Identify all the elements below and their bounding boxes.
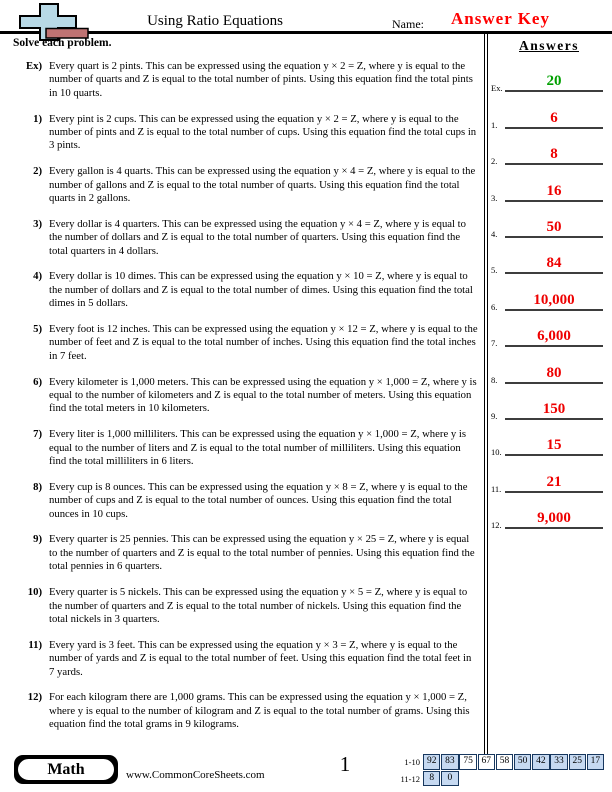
problem-item: [20, 586, 478, 626]
score-cell: 0: [441, 771, 458, 787]
answer-row: [491, 238, 603, 274]
problem-text: Every quarter is 25 pennies. This can be expressed using the equation y × 25 = Z, where y is equal to the number of quarters and Z is equal to the total number of pennies. Using this equation find the total pennies in 6 quarters.: [49, 533, 475, 573]
answer-label: Ex.: [491, 83, 503, 94]
answer-label: 11.: [491, 483, 502, 494]
score-cell: 33: [550, 754, 567, 770]
answer-value: 20: [546, 73, 562, 90]
answer-row: [491, 56, 603, 92]
problem-text: Every cup is 8 ounces. This can be expressed using the equation y × 8 = Z, where y is equal to the number of cups and Z is equal to the total number of ounces. Using this equation find the total ounces in 10 cups.: [49, 480, 468, 520]
answer-label: 4.: [491, 228, 498, 239]
answer-label: 3.: [491, 192, 498, 203]
answer-row: [491, 456, 603, 492]
problem-number: 12): [27, 691, 42, 704]
column-divider: [484, 34, 488, 754]
problem-text: Every liter is 1,000 milliliters. This can be expressed using the equation y × 1,000 = Z, where y is equal to the number of liters and Z is equal to the total number of milliliters. Using this equation find the total milliliters in 6 liters.: [49, 428, 467, 468]
answer-value: 9,000: [537, 510, 571, 527]
problem-item: [20, 481, 478, 521]
answer-label: 2.: [491, 156, 498, 167]
answer-row: [491, 420, 603, 456]
answers-title: Answers: [519, 38, 579, 53]
math-badge: [14, 755, 118, 784]
header-rule: [0, 31, 612, 34]
problem-number: 6): [33, 375, 42, 388]
score-cell: 17: [587, 754, 604, 770]
answer-value: 16: [546, 182, 562, 199]
problem-item: [20, 218, 478, 258]
problem-text: Every yard is 3 feet. This can be expressed using the equation y × 3 = Z, where y is equal to the number of yards and Z is equal to the total number of feet. Using this equation find the total feet in 7 yards.: [49, 638, 472, 678]
problem-text: Every foot is 12 inches. This can be expressed using the equation y × 12 = Z, where y is equal to the number of feet and Z is equal to the total number of inches. Using this equation find the total inches in 7 feet.: [49, 323, 478, 362]
answer-label: 9.: [491, 410, 498, 421]
answer-value: 6,000: [537, 328, 571, 345]
score-cell: 8: [423, 771, 440, 787]
problem-item: [20, 691, 478, 731]
score-cell: 67: [478, 754, 495, 770]
score-row-label: 1-10: [404, 757, 420, 767]
problem-text: Every dollar is 4 quarters. This can be expressed using the equation y × 4 = Z, where y is equal to the number of dollars and Z is equal to the total number of quarters. Using this equation find the total quarters in 4 dollars.: [49, 217, 466, 257]
page-number: 1: [339, 752, 351, 776]
problem-number: 8): [33, 480, 42, 493]
problem-number: 1): [33, 112, 42, 125]
answer-value: 8: [550, 146, 558, 163]
answer-row: [491, 92, 603, 128]
answer-row: [491, 493, 603, 529]
page-title: Using Ratio Equations: [147, 13, 283, 29]
problem-item: [20, 323, 478, 363]
problem-number: 7): [33, 428, 42, 441]
score-cell: 25: [569, 754, 586, 770]
problem-text: Every quart is 2 pints. This can be expressed using the equation y × 2 = Z, where y is equal to the number of quarts and Z is equal to the total number of pints. Using this equation find the total pints in 10 quarts.: [49, 60, 473, 99]
score-cell: 42: [532, 754, 549, 770]
answer-row: [491, 129, 603, 165]
answers-list: [491, 56, 603, 529]
score-table: [391, 754, 605, 787]
problem-item: [20, 113, 478, 153]
problem-text: Every kilometer is 1,000 meters. This can be expressed using the equation y × 1,000 = Z, where y is equal to the number of kilometers and Z is equal to the total number of meters. Using this equation find the total meters in 10 kilometers.: [49, 375, 477, 415]
commoncoresheets-plus-logo-icon: [12, 2, 90, 42]
problem-text: Every pint is 2 cups. This can be expressed using the equation y × 2 = Z, where y is equal to the number of pints and Z is equal to the total number of cups. Using this equation find the total cups in 3 pints.: [49, 112, 477, 152]
math-badge-label: Math: [17, 758, 115, 781]
answer-row: [491, 347, 603, 383]
problem-item: [20, 165, 478, 205]
score-cell: 92: [423, 754, 440, 770]
answer-value: 6: [550, 109, 558, 126]
problem-number: 11): [28, 638, 42, 651]
score-row-label: 11-12: [400, 773, 420, 784]
score-cell: 75: [459, 754, 476, 770]
answer-label: 7.: [491, 338, 498, 349]
problem-item: [20, 533, 478, 573]
score-row: [391, 754, 605, 771]
answer-value: 21: [546, 473, 562, 490]
problem-item: [20, 639, 478, 679]
answer-blank-line: [505, 527, 603, 529]
answer-value: 10,000: [533, 291, 575, 308]
problem-number: Ex): [25, 60, 42, 72]
answer-row: [491, 311, 603, 347]
answer-value: 150: [542, 400, 566, 417]
problem-text: For each kilogram there are 1,000 grams. This can be expressed using the equation y × 1,000 = Z, where y is equal to the number of kilogram and Z is equal to the total number of grams. Using this equation find the total grams in 9 kilograms.: [49, 691, 470, 731]
problem-item: [20, 270, 478, 310]
answer-row: [491, 384, 603, 420]
answer-row: [491, 274, 603, 310]
answer-label: 12.: [491, 520, 502, 531]
problem-item: [20, 376, 478, 416]
score-row: [391, 771, 605, 788]
answer-row: [491, 202, 603, 238]
problem-number: 3): [33, 217, 42, 230]
problem-item: [20, 60, 478, 100]
answer-key-text: Answer Key: [451, 9, 550, 28]
problem-number: 9): [33, 533, 42, 546]
score-cell: 83: [441, 754, 458, 770]
answer-label: 8.: [491, 374, 498, 385]
problem-text: Every gallon is 4 quarts. This can be expressed using the equation y × 4 = Z, where y is equal to the number of gallons and Z is equal to the total number of quarts. Using this equation find the total quarts in 2 gallons.: [49, 165, 476, 205]
problem-number: 2): [33, 165, 42, 178]
score-cell: 58: [496, 754, 513, 770]
score-cell: 50: [514, 754, 531, 770]
answer-value: 15: [546, 437, 562, 454]
website-link[interactable]: www.CommonCoreSheets.com: [126, 769, 265, 781]
answer-value: 50: [546, 218, 562, 235]
problem-item: [20, 428, 478, 468]
problem-number: 5): [33, 323, 42, 336]
problem-text: Every dollar is 10 dimes. This can be expressed using the equation y × 10 = Z, where y is equal to the number of dollars and Z is equal to the total number of dimes. Using this equation find the total dimes in 5 dollars.: [49, 270, 473, 310]
problem-number: 4): [33, 270, 42, 283]
problems-list: [20, 60, 478, 744]
instruction-text: Solve each problem.: [13, 37, 112, 49]
problem-number: 10): [27, 586, 42, 599]
answer-value: 80: [546, 364, 562, 381]
answer-label: 10.: [491, 447, 502, 458]
answer-label: 6.: [491, 301, 498, 312]
answer-label: 5.: [491, 265, 498, 276]
answer-label: 1.: [491, 119, 498, 130]
problem-text: Every quarter is 5 nickels. This can be expressed using the equation y × 5 = Z, where y is equal to the number of quarters and Z is equal to the total number of nickels. Using this equation find the total nickels in 3 quarters.: [49, 586, 468, 625]
name-label: Name:: [392, 17, 424, 31]
answer-value: 84: [546, 255, 562, 272]
answer-row: [491, 165, 603, 201]
